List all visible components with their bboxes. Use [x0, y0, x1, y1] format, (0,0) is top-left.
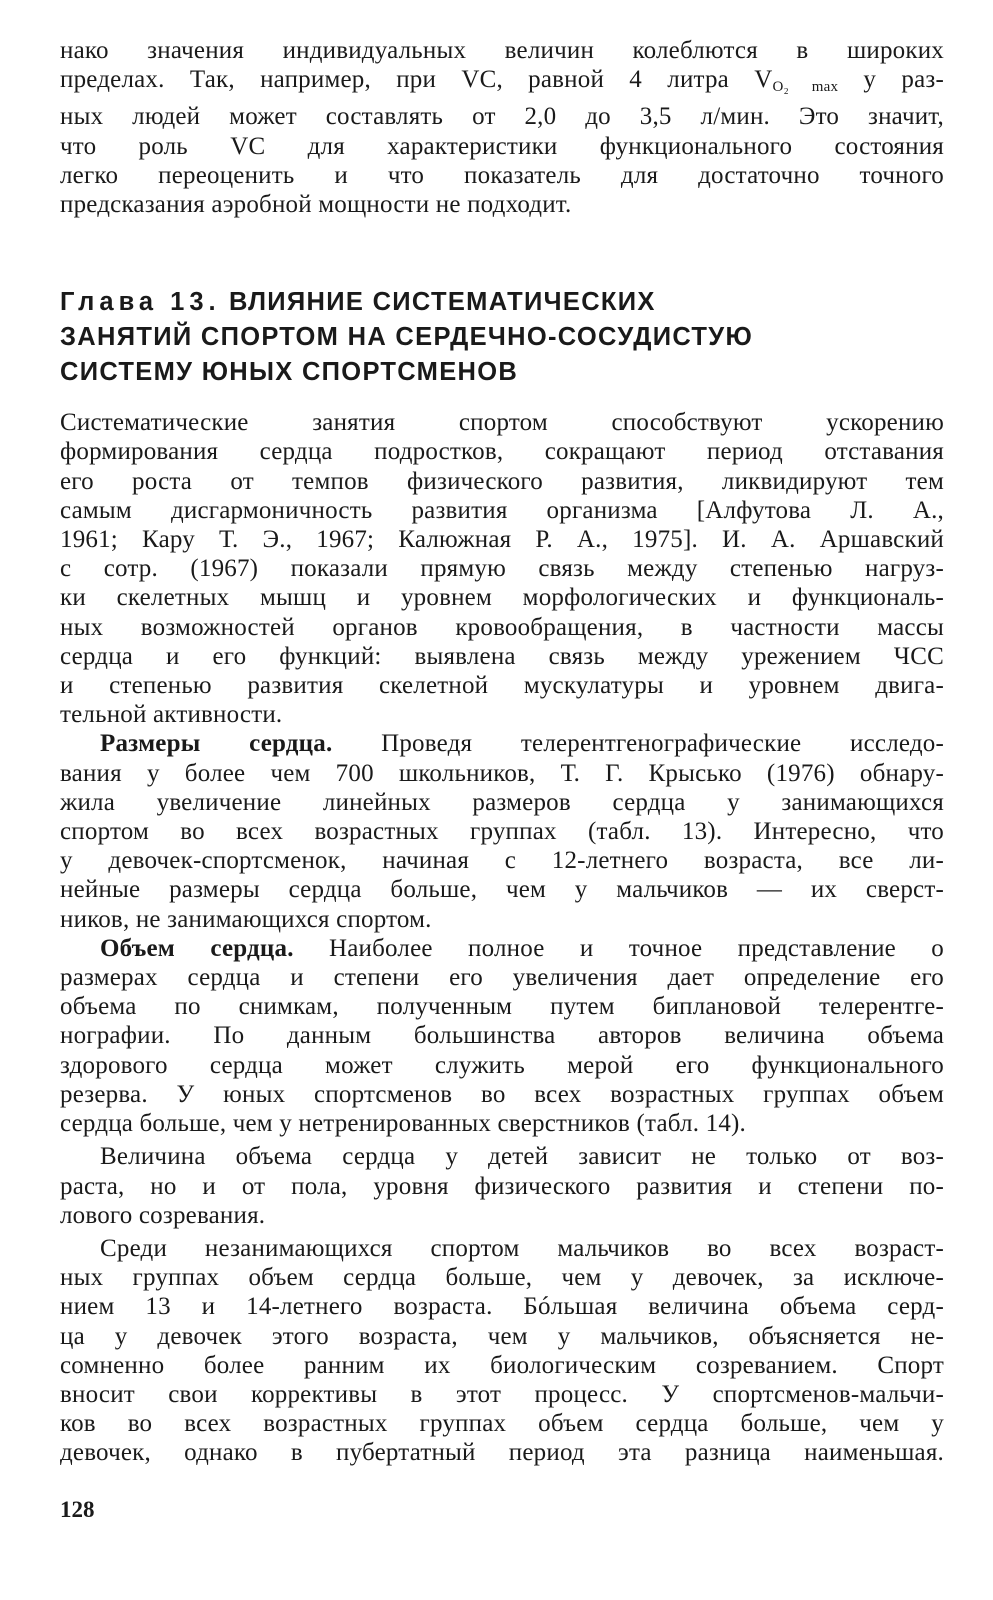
- text-line: Систематические занятия спортом способствуют ускорению: [60, 409, 944, 437]
- text-line: сердца больше, чем у нетренированных сверстников (табл. 14).: [60, 1110, 747, 1138]
- text-line: 1961; Кару Т. Э., 1967; Калюжная Р. А., 1975]. И. А. Аршавский: [60, 526, 944, 554]
- body-paragraph-heart-volume: [60, 934, 944, 1138]
- text-line: тельной активности.: [60, 701, 283, 729]
- text-line: с сотр. (1967) показали прямую связь между степенью нагруз-: [60, 555, 944, 583]
- text-line: сомненно более ранним их биологическим созреванием. Спорт: [60, 1351, 944, 1379]
- text-line: лового созревания.: [60, 1201, 266, 1229]
- text-line: ных группах объем сердца больше, чем у девочек, за исключе-: [60, 1264, 944, 1292]
- text-line: и степенью развития скелетной мускулатуры и уровнем двига-: [60, 672, 944, 700]
- text-line: раста, но и от пола, уровня физического развития и степени по-: [60, 1172, 944, 1200]
- text-line: ных возможностей органов кровообращения, в частности массы: [60, 613, 944, 641]
- vo2-subscript: O₂ max: [772, 79, 839, 96]
- text-line: предсказания аэробной мощности не подходит.: [60, 191, 572, 219]
- text-line: Среди незанимающихся спортом мальчиков во всех возраст-: [100, 1234, 944, 1262]
- body-paragraph-heart-size: [60, 729, 944, 933]
- text-line: Объем сердца. Наиболее полное и точное представление о: [100, 934, 945, 962]
- text-line: ков во всех возрастных группах объем сердца больше, чем у: [60, 1410, 944, 1438]
- text-line: ных людей может составлять от 2,0 до 3,5 л/мин. Это значит,: [60, 103, 944, 131]
- text-line: нако значения индивидуальных величин колеблются в широких: [60, 37, 944, 64]
- text-line: вания у более чем 700 школьников, Т. Г. Крысько (1976) обнару-: [60, 759, 944, 787]
- text-line: что роль VC для характеристики функционального состояния: [60, 132, 944, 160]
- text-line: Величина объема сердца у детей зависит не только от воз-: [100, 1143, 944, 1171]
- body-paragraph: [60, 1142, 944, 1230]
- text-line: размерах сердца и степени его увеличения дает определение его: [60, 964, 944, 992]
- chapter-title-line: СИСТЕМУ ЮНЫХ СПОРТСМЕНОВ: [60, 358, 519, 387]
- text-line: ки скелетных мышц и уровнем морфологических и функциональ-: [60, 584, 944, 612]
- runin-heading: Объем сердца.: [100, 934, 294, 962]
- text-line: объема по снимкам, полученным путем биплановой телерентге-: [60, 993, 944, 1021]
- text-line: его роста от темпов физического развития, ликвидируют тем: [60, 467, 944, 495]
- text-line: формирования сердца подростков, сокращают период отставания: [60, 438, 944, 466]
- book-page: [60, 36, 944, 1468]
- text-line: спортом во всех возрастных группах (табл. 13). Интересно, что: [60, 818, 944, 846]
- runin-heading: Размеры сердца.: [100, 730, 333, 758]
- text-line: пределах. Так, например, при VC, равной 4 литра $V_{O_2 max}$ у раз-: [60, 66, 944, 96]
- chapter-title-line: ВЛИЯНИЕ СИСТЕМАТИЧЕСКИХ: [220, 288, 656, 317]
- text-line: ников, не занимающихся спортом.: [60, 905, 432, 933]
- chapter-title-line: ЗАНЯТИЙ СПОРТОМ НА СЕРДЕЧНО-СОСУДИСТУЮ: [60, 323, 754, 352]
- text-line: девочек, однако в пубертатный период эта разница наименьшая.: [60, 1439, 944, 1467]
- text-line: у девочек-спортсменок, начиная с 12-летнего возраста, все ли-: [60, 847, 944, 875]
- text-line: легко переоценить и что показатель для достаточно точного: [60, 161, 944, 189]
- page-number: 128: [60, 1497, 95, 1522]
- text-line: здорового сердца может служить мерой его функционального: [60, 1051, 944, 1079]
- chapter-label: Глава 13.: [60, 288, 221, 317]
- chapter-heading: [60, 285, 944, 390]
- text-line: нием 13 и 14-летнего возраста. Бóльшая величина объема серд-: [60, 1293, 944, 1321]
- intro-paragraph: [60, 36, 944, 219]
- text-line: резерва. У юных спортсменов во всех возрастных группах объем: [60, 1080, 944, 1108]
- text-line: нографии. По данным большинства авторов величина объема: [60, 1022, 944, 1050]
- text-line: ца у девочек этого возраста, чем у мальчиков, объясняется не-: [60, 1322, 944, 1350]
- text-line: жила увеличение линейных размеров сердца у занимающихся: [60, 788, 944, 816]
- text-line: нейные размеры сердца больше, чем у мальчиков — их сверст-: [60, 876, 944, 904]
- text-line: самым дисгармоничность развития организма [Алфутова Л. А.,: [60, 496, 944, 524]
- body-paragraph: [60, 1234, 944, 1468]
- text-line: вносит свои коррективы в этот процесс. У спортсменов-мальчи-: [60, 1380, 944, 1408]
- text-line: Размеры сердца. Проведя телерентгенографические исследо-: [100, 730, 944, 758]
- text-line: сердца и его функций: выявлена связь между урежением ЧСС: [60, 642, 944, 670]
- body-paragraph: [60, 408, 944, 729]
